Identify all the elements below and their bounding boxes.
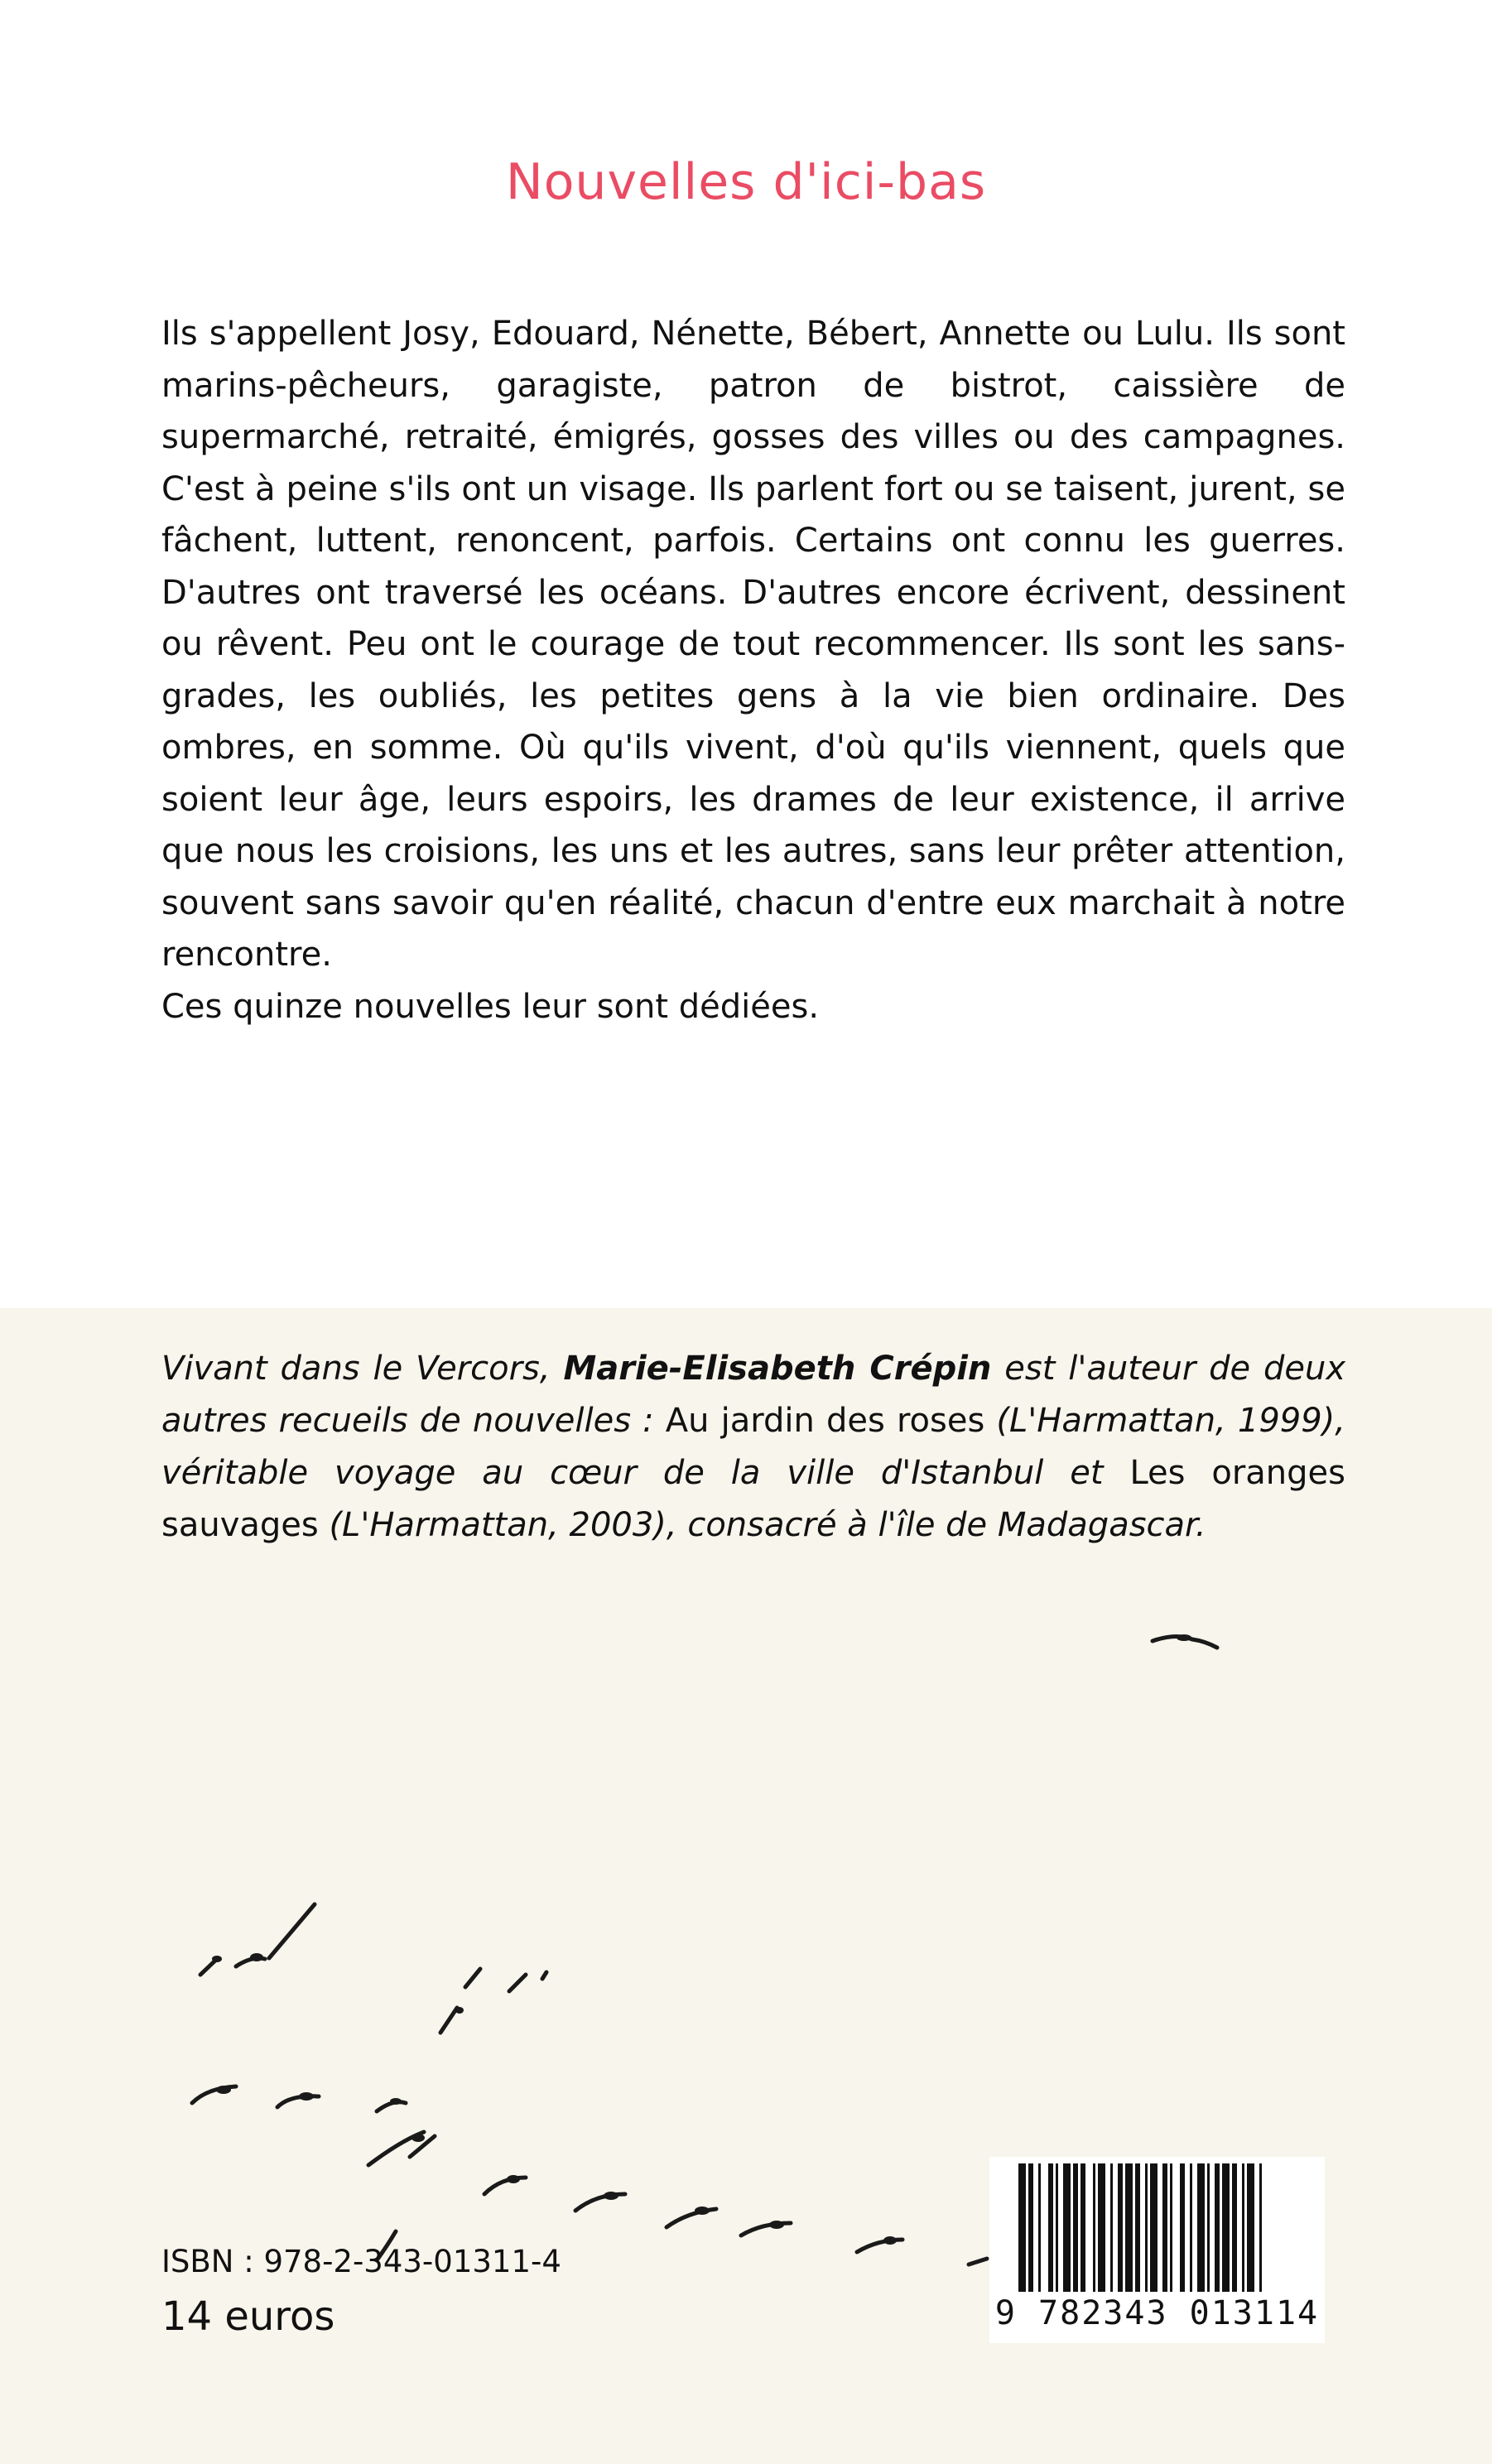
barcode-bar bbox=[1135, 2163, 1140, 2292]
barcode-bar bbox=[1259, 2163, 1262, 2292]
barcode-bar bbox=[1098, 2163, 1105, 2292]
bird-icon bbox=[542, 1972, 546, 1979]
barcode-bar bbox=[1150, 2163, 1158, 2292]
barcode-bar bbox=[1207, 2163, 1210, 2292]
author-name: Marie-Elisabeth Crépin bbox=[563, 1350, 992, 1388]
bird-icon bbox=[269, 1904, 315, 1958]
barcode-bar bbox=[1093, 2163, 1095, 2292]
price: 14 euros bbox=[161, 2293, 335, 2340]
barcode bbox=[989, 2157, 1325, 2343]
bio-text-4: (L'Harmattan, 2003), consacré à l'île de Madagascar. bbox=[318, 1506, 1206, 1544]
barcode-bar bbox=[1222, 2163, 1230, 2292]
bio-text-2: est l'auteur de deux autres recueils de nouvelles : bbox=[161, 1350, 1346, 1440]
book-title-2: Les oranges sauvages bbox=[161, 1454, 1346, 1544]
synopsis-dedication: Ces quinze nouvelles leur sont dédiées. bbox=[161, 987, 820, 1026]
bird-icon bbox=[509, 1975, 526, 1991]
bio-intro: Vivant dans le Vercors, bbox=[161, 1350, 564, 1388]
synopsis-paragraph: Ils s'appellent Josy, Edouard, Nénette, Bébert, Annette ou Lulu. Ils sont marins-pêcheurs, garagiste, patron de bistrot, caissière de supermarché, retraité, émigrés, gosses des villes ou des campagnes. C'est à peine s'ils ont un visage. Ils parlent fort ou se taisent, jurent, se fâchent, luttent, renoncent, parfois. Certains ont connu les guerres. D'autres ont traversé les océans. D'autres encore écrivent, dessinent ou rêvent. Peu ont le courage de tout recommencer. Ils sont les sans-grades, les oubliés, les petites gens à la vie bien ordinaire. Des ombres, en somme. Où qu'ils vivent, d'où qu'ils viennent, quels que soient leur âge, leurs espoirs, les drames de leur existence, il arrive que nous les croisions, les uns et les autres, sans leur prêter attention, souvent sans savoir qu'en réalité, chacun d'entre eux marchait à notre rencontre. bbox=[161, 315, 1345, 974]
barcode-bar bbox=[1125, 2163, 1133, 2292]
barcode-bar bbox=[1110, 2163, 1113, 2292]
barcode-bar bbox=[1063, 2163, 1071, 2292]
isbn: ISBN : 978-2-343-01311-4 bbox=[161, 2244, 561, 2279]
bio-text-3: (L'Harmattan, 1999), véritable voyage au cœur de la ville d'Istanbul et bbox=[161, 1402, 1346, 1492]
barcode-bar bbox=[1197, 2163, 1205, 2292]
bird-icon bbox=[465, 1969, 480, 1987]
barcode-digits: 9 782343 013114 bbox=[994, 2294, 1320, 2332]
barcode-bar bbox=[1215, 2163, 1220, 2292]
bird-icon bbox=[440, 2008, 457, 2033]
barcode-bar bbox=[1162, 2163, 1167, 2292]
barcode-bar bbox=[1170, 2163, 1172, 2292]
barcode-bar bbox=[1028, 2163, 1033, 2292]
barcode-bar bbox=[1073, 2163, 1078, 2292]
bird-icon bbox=[969, 2259, 987, 2264]
barcode-bar bbox=[1180, 2163, 1185, 2292]
barcode-bar bbox=[1018, 2163, 1026, 2292]
barcode-bar bbox=[1118, 2163, 1123, 2292]
book-title: Nouvelles d'ici-bas bbox=[505, 153, 987, 211]
barcode-bar bbox=[1232, 2163, 1237, 2292]
barcode-bar bbox=[1056, 2163, 1058, 2292]
barcode-bar bbox=[1190, 2163, 1192, 2292]
barcode-bar bbox=[1145, 2163, 1148, 2292]
barcode-bar bbox=[1242, 2163, 1244, 2292]
book-title-1: Au jardin des roses bbox=[665, 1402, 985, 1440]
barcode-bar bbox=[1048, 2163, 1053, 2292]
barcode-bar bbox=[1080, 2163, 1085, 2292]
barcode-bar bbox=[1247, 2163, 1254, 2292]
barcode-bars bbox=[1018, 2163, 1300, 2296]
barcode-bar bbox=[1038, 2163, 1041, 2292]
